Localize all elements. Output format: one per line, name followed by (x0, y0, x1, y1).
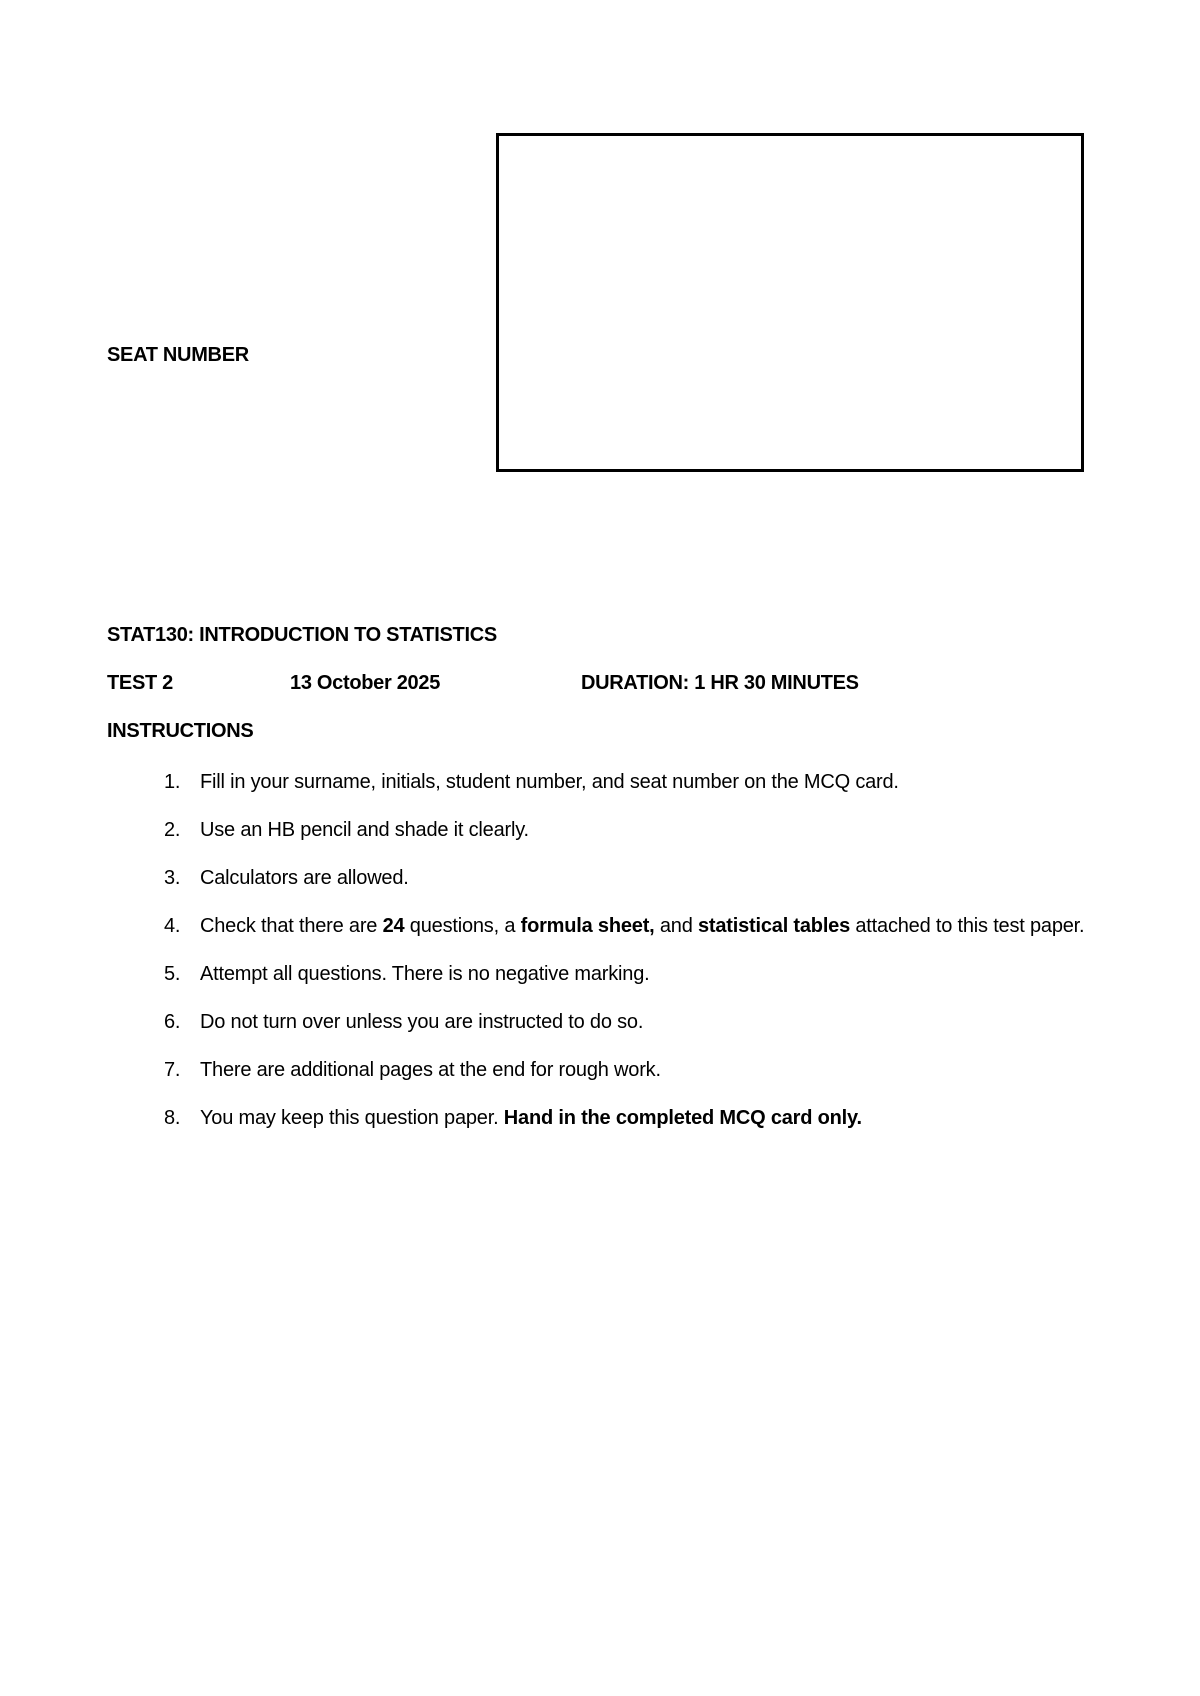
instruction-item-6 (0, 1006, 1130, 1038)
instruction-number: 1. (164, 771, 181, 793)
instruction-text: Attempt all questions. There is no negative marking. (200, 963, 650, 985)
instruction-number: 3. (164, 867, 181, 889)
instructions-list (0, 766, 1200, 1150)
instruction-text-part: You may keep this question paper. (200, 1107, 504, 1129)
instruction-item-4 (0, 910, 1130, 942)
instruction-item-5 (0, 958, 1130, 990)
instruction-number: 7. (164, 1059, 181, 1081)
instruction-item-2 (0, 814, 1130, 846)
instruction-number: 5. (164, 963, 181, 985)
seat-number-box (496, 133, 1084, 472)
instruction-text: Calculators are allowed. (200, 867, 409, 889)
instruction-text-part: and (654, 915, 698, 937)
instruction-item-7 (0, 1054, 1130, 1086)
statistical-tables-emphasis: statistical tables (698, 915, 851, 937)
instruction-number: 6. (164, 1011, 181, 1033)
instruction-number: 4. (164, 915, 181, 937)
instruction-text: Use an HB pencil and shade it clearly. (200, 819, 529, 841)
formula-sheet-emphasis: formula sheet, (520, 915, 655, 937)
instruction-item-3 (0, 862, 1130, 894)
test-date: 13 October 2025 (290, 672, 441, 694)
instruction-text-part: questions, a (404, 915, 521, 937)
instruction-text-part: attached to this test paper. (850, 915, 1085, 937)
instructions-heading: INSTRUCTIONS (107, 720, 254, 742)
question-count: 24 (382, 915, 405, 937)
test-label: TEST 2 (107, 672, 173, 694)
course-title: STAT130: INTRODUCTION TO STATISTICS (107, 624, 497, 646)
instruction-text-part: Check that there are (200, 915, 383, 937)
instruction-text: Fill in your surname, initials, student number, and seat number on the MCQ card. (200, 771, 899, 793)
instruction-item-1 (0, 766, 1130, 798)
instruction-item-8 (0, 1102, 1130, 1134)
instruction-number: 8. (164, 1107, 181, 1129)
instruction-number: 2. (164, 819, 181, 841)
seat-number-label: SEAT NUMBER (107, 344, 249, 366)
test-duration: DURATION: 1 HR 30 MINUTES (581, 672, 859, 694)
instruction-text: There are additional pages at the end for rough work. (200, 1059, 661, 1081)
hand-in-emphasis: Hand in the completed MCQ card only. (503, 1107, 862, 1129)
instruction-text: Do not turn over unless you are instructed to do so. (200, 1011, 644, 1033)
